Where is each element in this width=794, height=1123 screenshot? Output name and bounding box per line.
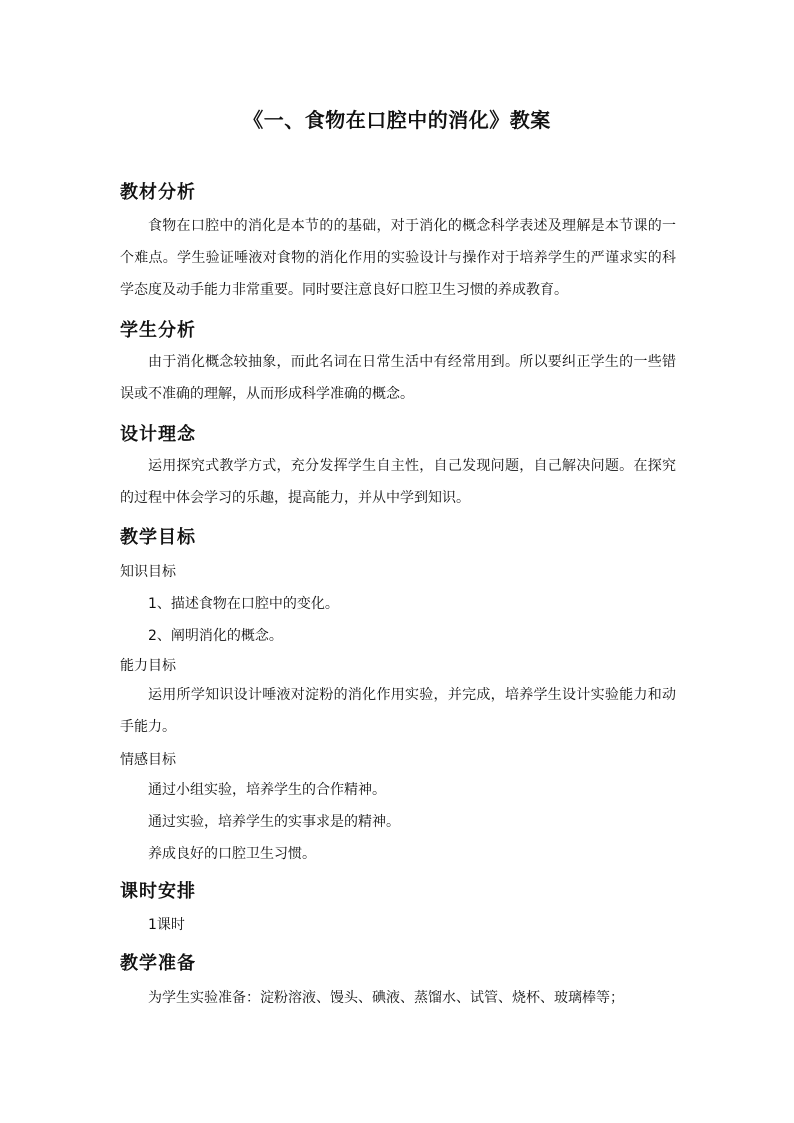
section-text-students: 由于消化概念较抽象，而此名词在日常生活中有经常用到。所以要纠正学生的一些错误或不准确的理解，从而形成科学准确的概念。 <box>120 354 676 402</box>
section-heading-preparation: 教学准备 <box>120 953 196 974</box>
section-text-preparation: 为学生实验准备：淀粉溶液、馒头、碘液、蒸馏水、试管、烧杯、玻璃棒等； <box>148 990 624 1006</box>
emotion-objective-label: 情感目标 <box>120 752 176 768</box>
ability-objective-text: 运用所学知识设计唾液对淀粉的消化作用实验，并完成，培养学生设计实验能力和动手能力。 <box>120 687 676 735</box>
section-text-materials: 食物在口腔中的消化是本节的的基础，对于消化的概念科学表述及理解是本节课的一个难点。学生验证唾液对食物的消化作用的实验设计与操作对于培养学生的严谨求实的科学态度及动手能力非常重要。同时要注意良好口腔卫生习惯的养成教育。 <box>120 218 676 298</box>
section-heading-schedule: 课时安排 <box>120 881 196 902</box>
document-title: 《一、食物在口腔中的消化》教案 <box>243 108 551 132</box>
emotion-objective-item: 通过实验，培养学生的实事求是的精神。 <box>148 814 400 830</box>
knowledge-objective-label: 知识目标 <box>120 564 176 580</box>
section-heading-design: 设计理念 <box>120 424 196 445</box>
section-heading-materials: 教材分析 <box>120 182 196 203</box>
section-heading-objectives: 教学目标 <box>120 527 196 548</box>
section-heading-students: 学生分析 <box>120 320 196 341</box>
knowledge-objective-item: 2、阐明消化的概念。 <box>148 628 283 644</box>
knowledge-objective-item: 1、描述食物在口腔中的变化。 <box>148 596 339 612</box>
section-text-design: 运用探究式教学方式，充分发挥学生自主性，自己发现问题，自己解决问题。在探究的过程中体会学习的乐趣，提高能力，并从中学到知识。 <box>120 458 676 506</box>
section-text-schedule: 1课时 <box>148 917 185 933</box>
ability-objective-label: 能力目标 <box>120 658 176 674</box>
emotion-objective-item: 通过小组实验，培养学生的合作精神。 <box>148 782 386 798</box>
emotion-objective-item: 养成良好的口腔卫生习惯。 <box>148 846 316 862</box>
